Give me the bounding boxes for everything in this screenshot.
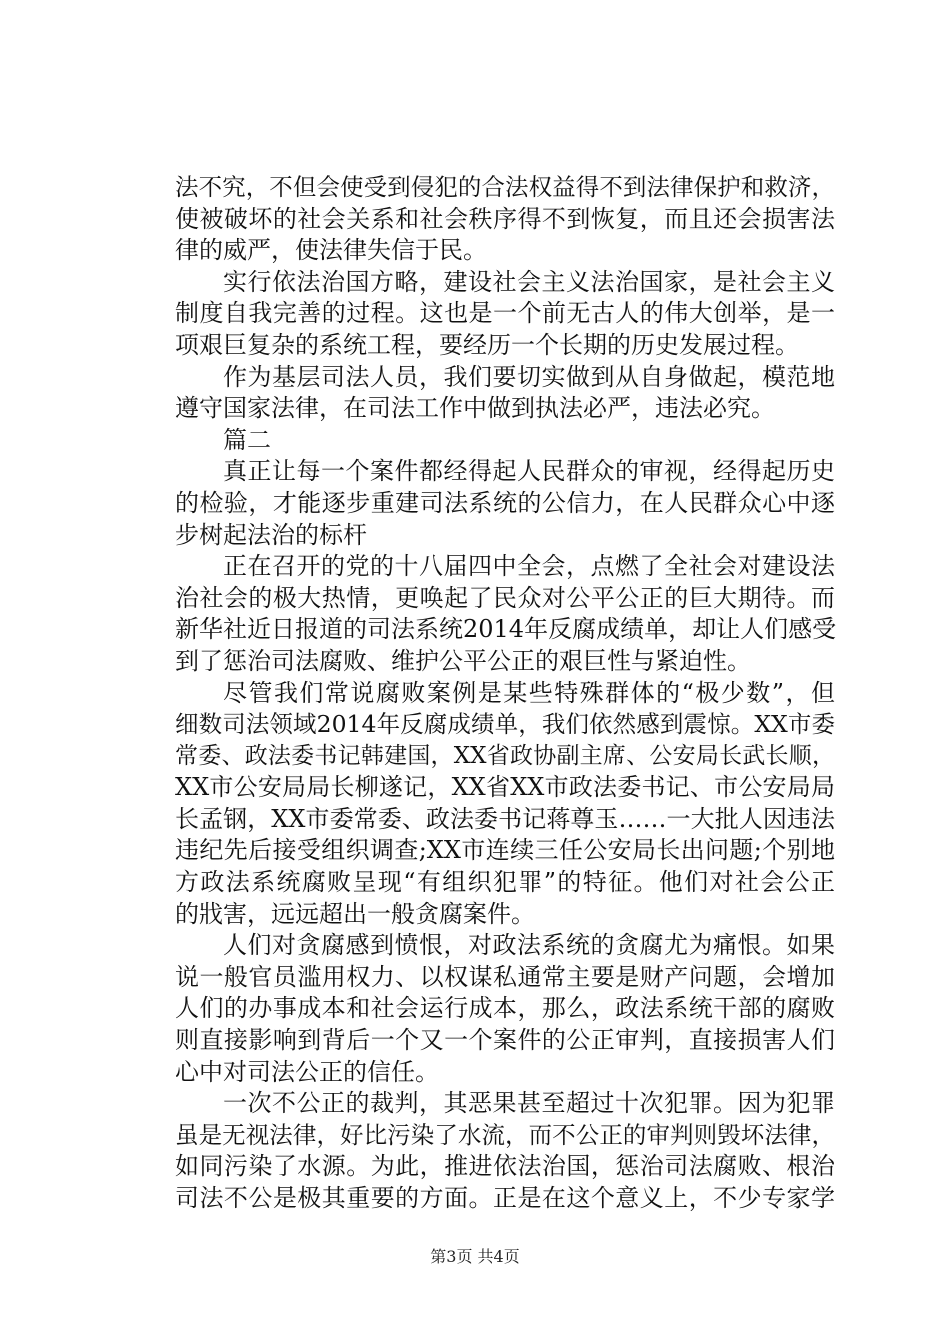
page-footer: 第3页 共4页 [430, 1247, 520, 1266]
text-line: XX市公安局局长柳遂记，XX省XX市政法委书记、市公安局局 [175, 773, 835, 802]
text-line: 司法不公是极其重要的方面。正是在这个意义上，不少专家学 [175, 1184, 835, 1212]
paragraph-first-line: 尽管我们常说腐败案例是某些特殊群体的“极少数”，但 [223, 678, 835, 707]
text-line: 常委、政法委书记韩建国，XX省政协副主席、公安局长武长顺， [175, 742, 835, 769]
text-line: 使被破坏的社会关系和社会秩序得不到恢复，而且还会损害法 [175, 204, 835, 233]
text-line: 到了惩治司法腐败、维护公平公正的艰巨性与紧迫性。 [175, 646, 751, 675]
paragraph-first-line: 真正让每一个案件都经得起人民群众的审视，经得起历史 [223, 457, 835, 486]
paragraph-first-line: 篇二 [223, 425, 271, 454]
text-line: 长孟钢，XX市委常委、政法委书记蒋尊玉……一大批人因违法 [175, 804, 835, 833]
text-line: 说一般官员滥用权力、以权谋私通常主要是财产问题，会增加 [175, 962, 835, 991]
text-line: 虽是无视法律，好比污染了水流，而不公正的审判则毁坏法律， [175, 1120, 835, 1149]
text-line: 治社会的极大热情，更唤起了民众对公平公正的巨大期待。而 [175, 583, 835, 612]
text-line: 则直接影响到背后一个又一个案件的公正审判，直接损害人们 [175, 1026, 835, 1055]
text-line: 人们的办事成本和社会运行成本，那么，政法系统干部的腐败 [175, 994, 835, 1023]
text-line: 遵守国家法律，在司法工作中做到执法必严，违法必究。 [175, 394, 775, 423]
text-line: 如同污染了水源。为此，推进依法治国，惩治司法腐败、根治 [175, 1152, 835, 1181]
paragraph-first-line: 作为基层司法人员，我们要切实做到从自身做起，模范地 [223, 362, 835, 391]
text-line: 律的威严，使法律失信于民。 [175, 236, 487, 265]
text-line: 违纪先后接受组织调查;XX市连续三任公安局长出问题;个别地 [175, 836, 835, 865]
text-line: 方政法系统腐败呈现“有组织犯罪”的特征。他们对社会公正 [175, 868, 835, 897]
text-line: 的戕害，远远超出一般贪腐案件。 [175, 899, 535, 928]
text-line: 心中对司法公正的信任。 [175, 1057, 439, 1086]
text-line: 步树起法治的标杆 [175, 520, 367, 549]
text-line: 项艰巨复杂的系统工程，要经历一个长期的历史发展过程。 [175, 330, 799, 359]
text-line: 细数司法领域2014年反腐成绩单，我们依然感到震惊。XX市委 [175, 710, 835, 739]
text-line: 法不究，不但会使受到侵犯的合法权益得不到法律保护和救济， [175, 173, 835, 201]
text-line: 的检验，才能逐步重建司法系统的公信力，在人民群众心中逐 [175, 488, 835, 517]
paragraph-first-line: 人们对贪腐感到愤恨，对政法系统的贪腐尤为痛恨。如果 [223, 931, 835, 960]
document-body [175, 172, 835, 1215]
paragraph-first-line: 实行依法治国方略，建设社会主义法治国家，是社会主义 [223, 267, 835, 296]
text-line: 制度自我完善的过程。这也是一个前无古人的伟大创举，是一 [175, 299, 835, 328]
paragraph-first-line: 正在召开的党的十八届四中全会，点燃了全社会对建设法 [223, 552, 835, 581]
paragraph-first-line: 一次不公正的裁判，其恶果甚至超过十次犯罪。因为犯罪 [223, 1089, 835, 1118]
text-line: 新华社近日报道的司法系统2014年反腐成绩单，却让人们感受 [175, 615, 837, 644]
